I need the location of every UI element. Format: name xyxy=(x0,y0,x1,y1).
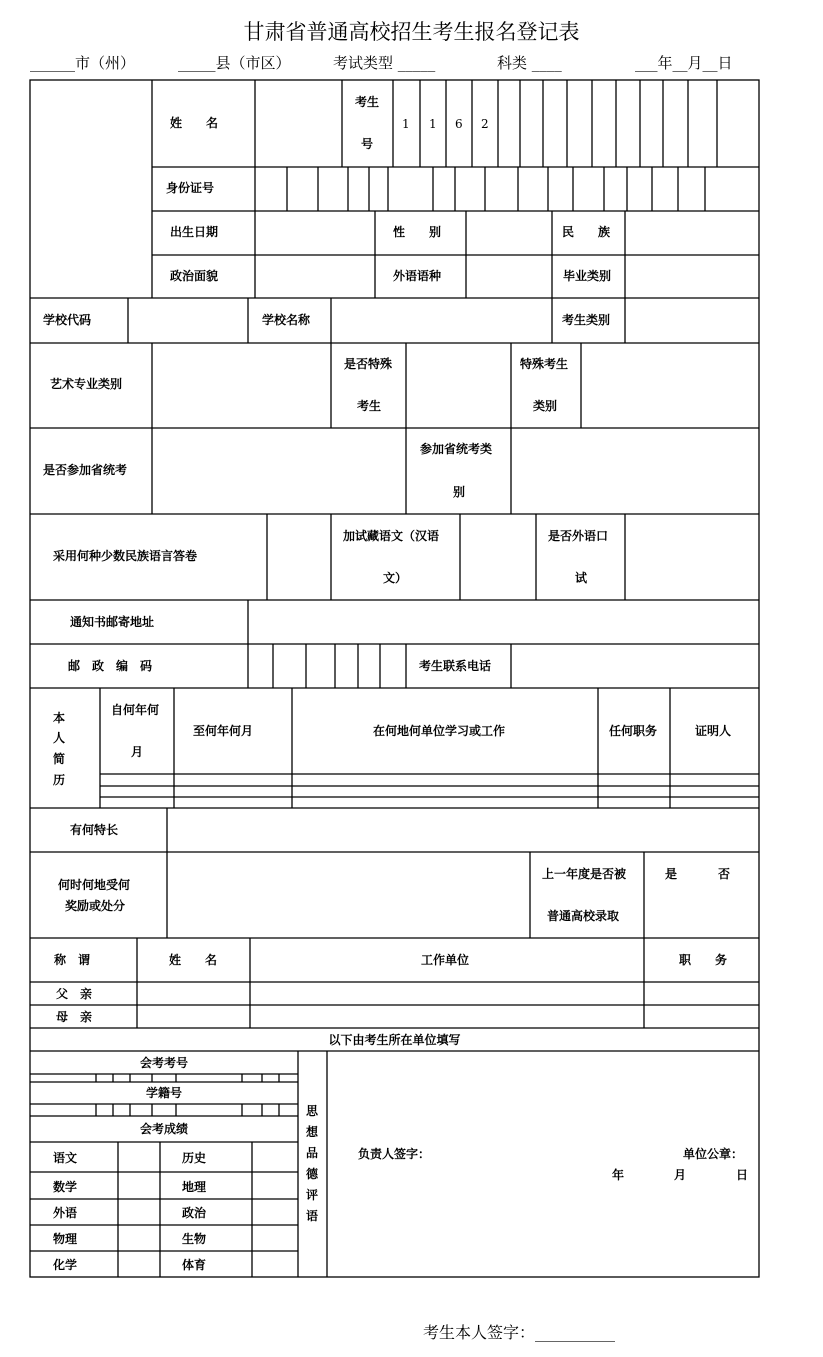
label-family-name: 姓 名 xyxy=(169,953,218,967)
subject-right: 生物 xyxy=(182,1232,207,1246)
label-oral-2: 试 xyxy=(575,571,588,585)
label-politics: 政治面貌 xyxy=(170,269,219,283)
form-title: 甘肃省普通高校招生考生报名登记表 xyxy=(243,20,580,44)
label-moral-char: 评 xyxy=(306,1188,319,1202)
label-ethnicity: 民 族 xyxy=(562,225,611,239)
label-xueji-no: 学籍号 xyxy=(145,1086,182,1100)
label-unit-fill: 以下由考生所在单位填写 xyxy=(328,1033,461,1047)
label-student-type: 考生类别 xyxy=(562,313,611,327)
subject-right: 地理 xyxy=(182,1180,207,1194)
label-foreign-lang: 外语语种 xyxy=(393,269,442,283)
label-grad-type: 毕业类别 xyxy=(563,269,612,283)
label-birth: 出生日期 xyxy=(170,225,219,239)
label-father: 父 亲 xyxy=(56,987,93,1001)
label-year: 年 xyxy=(612,1168,625,1182)
label-prov-type-1: 参加省统考类 xyxy=(420,442,493,456)
subject-left: 外语 xyxy=(53,1206,78,1220)
label-specialty: 有何特长 xyxy=(70,823,119,837)
label-resume-3: 简 xyxy=(53,752,66,766)
label-tibetan-1: 加试藏语文（汉语 xyxy=(343,529,440,543)
label-day: 日 xyxy=(736,1168,749,1182)
label-oral-1: 是否外语口 xyxy=(548,529,609,543)
label-admitted-1: 上一年度是否被 xyxy=(542,867,627,881)
label-moral-char: 语 xyxy=(306,1209,319,1223)
label-gender: 性 别 xyxy=(393,225,442,239)
subject-right: 政治 xyxy=(182,1206,207,1220)
label-exam-no-2: 号 xyxy=(361,137,374,151)
label-huikao-no: 会考考号 xyxy=(139,1056,188,1070)
label-work-unit: 工作单位 xyxy=(421,953,470,967)
label-relation: 称 谓 xyxy=(54,953,91,967)
label-exam-no-1: 考生 xyxy=(355,95,380,109)
label-prov-exam: 是否参加省统考 xyxy=(43,463,128,477)
label-phone: 考生联系电话 xyxy=(419,659,492,673)
label-mail-address: 通知书邮寄地址 xyxy=(70,615,155,629)
label-month: 月 xyxy=(674,1168,687,1182)
label-moral-char: 品 xyxy=(306,1146,319,1160)
student-signature-line: 考生本人签字：__________ xyxy=(423,1323,616,1342)
exam-no-digit: 1 xyxy=(402,117,410,131)
label-from-1: 自何年何 xyxy=(111,703,160,717)
label-resume-4: 历 xyxy=(53,773,66,787)
option-yes: 是 xyxy=(665,867,678,881)
label-special-2: 考生 xyxy=(357,399,382,413)
label-tibetan-2: 文） xyxy=(383,571,408,585)
label-award-1: 何时何地受何 xyxy=(58,878,131,892)
label-prov-type-2: 别 xyxy=(453,485,466,499)
label-position: 任何职务 xyxy=(609,724,658,738)
subject-left: 数学 xyxy=(53,1180,78,1194)
exam-no-digit: 2 xyxy=(481,117,489,131)
label-special-1: 是否特殊 xyxy=(344,357,393,371)
label-award-2: 奖励或处分 xyxy=(65,899,126,913)
subject-left: 语文 xyxy=(53,1151,78,1165)
label-special-type-1: 特殊考生 xyxy=(520,357,569,371)
label-seal: 单位公章： xyxy=(683,1147,744,1161)
subject-left: 化学 xyxy=(53,1258,78,1272)
subject-right: 历史 xyxy=(182,1151,207,1165)
label-duty: 职 务 xyxy=(679,953,728,967)
label-admitted-2: 普通高校录取 xyxy=(547,909,620,923)
label-moral-char: 德 xyxy=(306,1167,319,1181)
label-postcode: 邮 政 编 码 xyxy=(68,659,153,673)
label-signer: 负责人签字： xyxy=(358,1147,431,1161)
label-art-major: 艺术专业类别 xyxy=(50,377,123,391)
header-city: ______市（州） xyxy=(30,54,136,72)
label-witness: 证明人 xyxy=(695,724,732,738)
label-id-card: 身份证号 xyxy=(166,181,215,195)
label-where: 在何地何单位学习或工作 xyxy=(373,724,506,738)
exam-no-digit: 1 xyxy=(429,117,437,131)
label-school-name: 学校名称 xyxy=(262,313,311,327)
label-school-code: 学校代码 xyxy=(43,313,92,327)
label-special-type-2: 类别 xyxy=(533,399,558,413)
label-moral-char: 思 xyxy=(306,1104,319,1118)
exam-no-digit: 6 xyxy=(455,117,463,131)
label-mother: 母 亲 xyxy=(56,1010,93,1024)
option-no: 否 xyxy=(718,867,731,881)
header-county: _____县（市区） xyxy=(178,54,291,72)
label-huikao-score: 会考成绩 xyxy=(139,1122,188,1136)
header-exam-type: 考试类型 _____ xyxy=(333,54,436,72)
label-name: 姓 名 xyxy=(170,116,219,130)
label-resume-1: 本 xyxy=(53,711,66,725)
label-moral-char: 想 xyxy=(306,1125,319,1139)
subject-right: 体育 xyxy=(182,1258,207,1272)
label-resume-2: 人 xyxy=(53,731,66,745)
header-subject: 科类 ____ xyxy=(497,54,562,72)
subject-left: 物理 xyxy=(53,1232,78,1246)
label-from-2: 月 xyxy=(131,745,144,759)
label-minority-lang: 采用何种少数民族语言答卷 xyxy=(53,549,198,563)
label-to: 至何年何月 xyxy=(193,724,254,738)
header-date: ___年__月__日 xyxy=(635,54,733,72)
